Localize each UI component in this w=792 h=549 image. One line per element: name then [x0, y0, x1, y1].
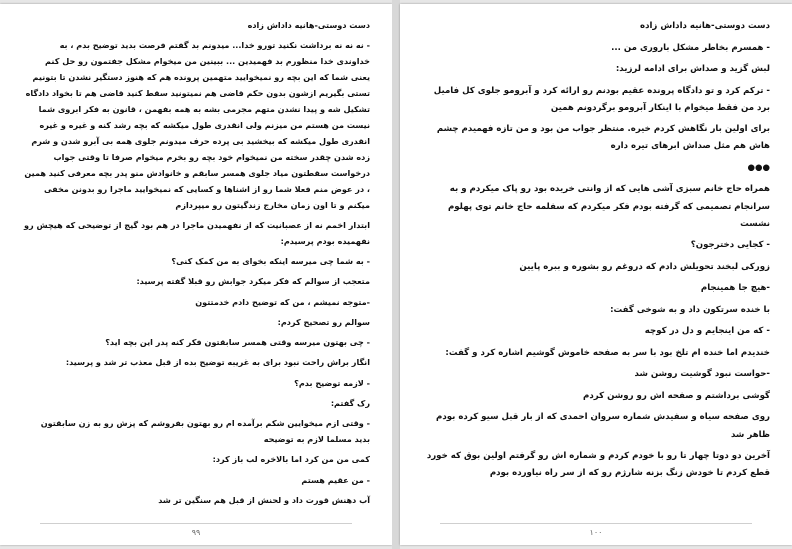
right-footer-divider — [440, 523, 752, 524]
right-paragraph: روی صفحه سیاه و سفیدش شماره سروان احمدی که از بار قبل سیو کرده بودم ظاهر شد — [436, 412, 770, 440]
left-footer-divider — [40, 523, 352, 524]
scene-break: ●●● — [747, 162, 770, 173]
right-paragraph: - ترکم کرد و تو دادگاه پرونده عقیم بودنم رو ارائه کرد و آبرومو جلوی کل فامیل برد من فقط میخوام با اینکار آبرومو برگردونم همین — [433, 85, 770, 113]
left-paragraph: - به شما چی میرسه اینکه بخوای به من کمک کنی؟ — [171, 256, 370, 267]
book-gutter — [392, 0, 400, 549]
left-paragraph: - من عقیم هستم — [301, 474, 370, 485]
left-paragraph: ابتدار اخمم نه از عصبانیت که از نفهمیدن ماجرا در هم بود گیج از توضیحی که هیچش رو نفهمیده بودم پرسیدم: — [24, 220, 370, 246]
right-paragraph: همراه حاج خانم سبزی آشی هایی که از وانتی خریده بود رو پاک میکردم و به سرانجام تصمیمی که گرفته بودم فکر میکردم که سفلمه حاج خانم توی پهلوم نشست — [448, 184, 770, 229]
right-paragraph: گوشی برداشتم و صفحه اش رو روشن کردم — [583, 390, 770, 401]
left-paragraph: - لازمه توضیح بدم؟ — [294, 377, 370, 388]
left-paragraph: - وقتی ازم میخوایین شکم برآمده ام رو بهتون بفروشم که پزش رو به زن سابقتون بدید مسلما لازم به توضیحه — [40, 418, 370, 445]
right-paragraph: - همسرم بخاطر مشکل باروری من ... — [611, 42, 770, 53]
right-paragraph: زورکی لبخند تحویلش دادم که دروغم رو بشوره و ببره پایین — [519, 261, 770, 272]
left-page-number: ۹۹ — [191, 528, 201, 537]
left-paragraph: انگار براش راحت نبود برای به غریبه توضیح بده از قبل معذب تر شد و پرسید: — [65, 357, 370, 368]
right-paragraph: خندیدم اما خنده ام تلخ بود با سر به صفحه خاموش گوشیم اشاره کرد و گفت: — [445, 347, 770, 358]
right-paragraph: با خنده سرتکون داد و به شوخی گفت: — [610, 304, 770, 315]
left-paragraph: سوالم رو تصحیح کردم: — [277, 316, 370, 327]
left-paragraph: کمی من من کرد اما بالاخره لب باز کرد: — [212, 454, 370, 465]
right-paragraph: - که من اینجایم و دل در کوچه — [644, 326, 770, 337]
left-paragraph: -متوجه نمیشم ، من که توضیح دادم خدمتتون — [195, 296, 370, 307]
right-paragraph: -هیچ جا همینجام — [700, 283, 770, 294]
left-paragraph: رک گفتم: — [330, 397, 370, 408]
right-paragraph: -حواست نبود گوشیت روشن شد — [634, 369, 770, 380]
right-paragraph: لبش گزید و صداش برای ادامه لرزید: — [615, 64, 770, 74]
left-page — [0, 4, 392, 545]
left-page-text — [24, 18, 370, 513]
right-page — [400, 4, 792, 545]
left-paragraph: متعجب از سوالم که فکر میکرد جوابش رو قبلا گفته پرسید: — [136, 276, 370, 287]
right-page-number: ۱۰۰ — [589, 528, 603, 537]
right-paragraph: - کجایی دخترجون؟ — [690, 240, 770, 251]
right-paragraph: برای اولین بار نگاهش کردم خیره. منتظر جواب من بود و من تازه فهمیدم چشم هاش هم مثل صداش ابرهای تیره داره — [436, 124, 770, 152]
left-paragraph: - نه نه نه برداشت نکنید تورو خدا... میدونم بد گفتم فرصت بدید توضیح بدم ، به خداوندی خدا منظورم بد فهمیدین ... ببینین من میخوام مشکل جفتمون رو حل کنم یعنی شما که این بچه رو نمیخوایید متهمین پرونده هم که هنوز دستگیر نشدن تا بتونیم تستی بگیریم ازشون بدون حکم قاضی هم نمیتونید سقط کنید قاضی هم تا بخواد دادگاه تشکیل شه و پیدا نشدن متهم مجرمی بشه به همه بفهمن ، قانون به فکر ابروی شما نیست من هستم من میزنم ولی انقدری طول میکشه که بچه رشد کنه و غیره و غیره انقدری طول میکشه که بیخشید بی پرده حرف میدونم جلوی همه بی آبرو شدن و شرم زده شدن چقدر سخته من نمیخوام خود بچه رو بخرم میخوام صرفا تا وقتی جواب درخواست سقطتون میاد جلوی همسر سابقم و خانوادش منو پدر بچه معرفی کنید همین ، در عوض منم فعلا شما رو از اشناها و کسایی که نمیخوایید ماجرا رو بدونن مخفی میکنم و تا اون زمان مخارج زندگیتون رو میپردازم — [24, 40, 370, 210]
left-paragraph: آب دهنش قورت داد و لحنش از قبل هم سنگین تر شد — [158, 494, 370, 505]
right-paragraph: آخرین دو دوتا چهار تا رو با خودم کردم و شماره اش رو گرفتم اولین بوق که خورد قطع کردم تا خودش زنگ بزنه شارژم رو که از سر راه نیاورده بودم — [426, 451, 770, 479]
left-header: دست دوستی-هانیه داداش زاده — [247, 20, 370, 30]
right-page-text — [424, 18, 770, 487]
left-paragraph: - چی بهتون میرسه وقتی همسر سابقتون فکر کنه پدر این بچه اید؟ — [105, 337, 370, 348]
right-header: دست دوستی-هانیه داداش زاده — [640, 21, 770, 31]
